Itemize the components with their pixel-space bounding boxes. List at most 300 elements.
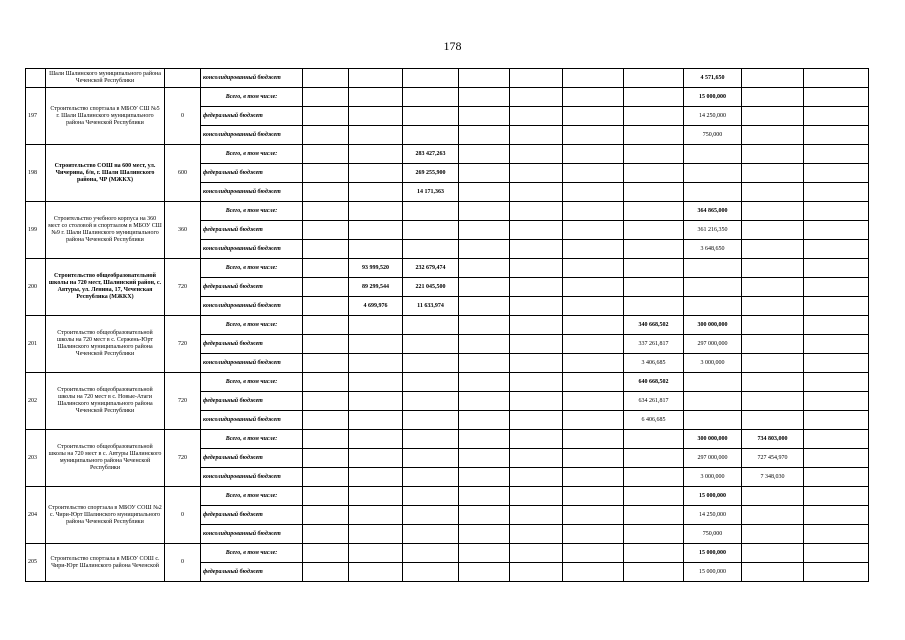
value-cell [804,164,869,183]
value-cell [624,202,684,221]
value-cell [510,544,563,563]
value-cell: 297 000,000 [684,449,742,468]
value-cell: 640 668,502 [624,373,684,392]
capacity-cell: 720 [165,259,201,316]
object-name: Строительство общеобразовательной школы на 720 мест в с. Сержень-Юрт Шалинского муниципального района Чеченской Республики [46,316,165,373]
value-cell [624,221,684,240]
object-name: Строительство спортзала в МБОУ СШ №5 г. Шали Шалинского муниципального района Чеченской Республики [46,88,165,145]
row-number: 201 [26,316,46,373]
value-cell [303,69,349,88]
value-cell [563,202,624,221]
value-cell [459,316,510,335]
value-cell: 364 865,000 [684,202,742,221]
value-cell [742,525,804,544]
value-cell [510,411,563,430]
value-cell [303,164,349,183]
value-cell [349,373,403,392]
value-cell [804,183,869,202]
value-cell: 11 633,974 [403,297,459,316]
budget-label: федеральный бюджет [201,278,303,297]
value-cell [349,164,403,183]
value-cell [403,69,459,88]
value-cell: 283 427,263 [403,145,459,164]
value-cell [742,202,804,221]
value-cell [563,164,624,183]
object-name: Строительство учебного корпуса на 360 мест со столовой и спортзалом в МБОУ СШ №9 г. Шали Шалинского муниципального района Чеченской Республики [46,202,165,259]
value-cell [624,544,684,563]
table-row [26,316,869,335]
value-cell [510,373,563,392]
budget-label: консолидированный бюджет [201,525,303,544]
row-number: 203 [26,430,46,487]
value-cell [804,278,869,297]
value-cell: 14 171,363 [403,183,459,202]
value-cell [349,69,403,88]
value-cell [303,430,349,449]
budget-label: федеральный бюджет [201,506,303,525]
value-cell [742,164,804,183]
row-number: 200 [26,259,46,316]
value-cell [510,107,563,126]
value-cell: 269 255,900 [403,164,459,183]
value-cell: 337 261,817 [624,335,684,354]
value-cell [742,145,804,164]
value-cell [804,563,869,582]
value-cell [303,335,349,354]
budget-label: Всего, в том числе: [201,487,303,506]
value-cell [742,544,804,563]
value-cell [403,126,459,145]
value-cell [563,183,624,202]
value-cell [510,354,563,373]
value-cell [804,430,869,449]
capacity-cell: 600 [165,145,201,202]
value-cell [510,145,563,164]
value-cell [403,468,459,487]
value-cell [349,563,403,582]
value-cell [510,563,563,582]
value-cell [349,525,403,544]
value-cell [510,126,563,145]
budget-label: консолидированный бюджет [201,468,303,487]
value-cell: 89 299,544 [349,278,403,297]
value-cell [804,107,869,126]
value-cell [303,221,349,240]
table-row [26,259,869,278]
value-cell [403,430,459,449]
value-cell: 340 668,502 [624,316,684,335]
value-cell [563,373,624,392]
value-cell [563,411,624,430]
value-cell [459,126,510,145]
budget-label: федеральный бюджет [201,107,303,126]
value-cell [403,411,459,430]
value-cell [563,525,624,544]
value-cell [459,544,510,563]
value-cell [403,449,459,468]
value-cell [303,487,349,506]
value-cell [624,430,684,449]
object-name: Строительство спортзала в МБОУ СОШ №2 с. Чири-Юрт Шалинского муниципального района Чеченской Республики [46,487,165,544]
value-cell [563,449,624,468]
value-cell [804,487,869,506]
row-number: 205 [26,544,46,582]
budget-label: Всего, в том числе: [201,145,303,164]
value-cell [403,563,459,582]
value-cell [742,126,804,145]
value-cell [303,506,349,525]
value-cell [459,506,510,525]
value-cell [624,126,684,145]
value-cell [459,392,510,411]
value-cell [563,430,624,449]
value-cell [303,449,349,468]
value-cell [303,297,349,316]
budget-label: Всего, в том числе: [201,316,303,335]
capacity-cell: 360 [165,202,201,259]
value-cell [624,240,684,259]
value-cell [303,278,349,297]
budget-label: консолидированный бюджет [201,240,303,259]
value-cell [510,316,563,335]
budget-label: консолидированный бюджет [201,411,303,430]
value-cell: 750,000 [684,126,742,145]
value-cell [563,107,624,126]
value-cell: 3 000,000 [684,468,742,487]
value-cell [303,468,349,487]
capacity-cell: 0 [165,88,201,145]
value-cell [742,335,804,354]
value-cell [349,240,403,259]
value-cell: 6 406,685 [624,411,684,430]
value-cell [459,354,510,373]
value-cell [349,316,403,335]
value-cell [624,297,684,316]
object-name: Строительство общеобразовательной школы на 720 мест, Шалинский район, с. Автуры, ул. Ленина, 17, Чеченская Республика (МЖКХ) [46,259,165,316]
value-cell [303,202,349,221]
budget-label: федеральный бюджет [201,563,303,582]
value-cell [804,69,869,88]
value-cell [403,202,459,221]
value-cell [459,373,510,392]
value-cell [684,183,742,202]
budget-label: консолидированный бюджет [201,126,303,145]
value-cell [624,487,684,506]
value-cell: 14 250,000 [684,107,742,126]
row-number: 199 [26,202,46,259]
value-cell [459,202,510,221]
value-cell [459,430,510,449]
value-cell [349,468,403,487]
value-cell [804,335,869,354]
value-cell: 15 000,000 [684,88,742,107]
value-cell [742,506,804,525]
capacity-cell: 0 [165,487,201,544]
value-cell: 7 348,030 [742,468,804,487]
value-cell [349,221,403,240]
value-cell [804,525,869,544]
value-cell [403,392,459,411]
value-cell: 361 216,350 [684,221,742,240]
value-cell [349,354,403,373]
value-cell [563,316,624,335]
value-cell [459,411,510,430]
value-cell [624,449,684,468]
budget-label: федеральный бюджет [201,392,303,411]
value-cell [804,221,869,240]
value-cell [624,525,684,544]
value-cell [459,88,510,107]
capacity-cell: 720 [165,373,201,430]
row-number: 198 [26,145,46,202]
value-cell: 3 000,000 [684,354,742,373]
value-cell [349,449,403,468]
value-cell: 221 045,500 [403,278,459,297]
budget-label: консолидированный бюджет [201,354,303,373]
value-cell [303,88,349,107]
value-cell [563,145,624,164]
value-cell [303,240,349,259]
value-cell [403,354,459,373]
budget-label: консолидированный бюджет [201,183,303,202]
value-cell [684,259,742,278]
value-cell [804,392,869,411]
value-cell [563,392,624,411]
value-cell [303,107,349,126]
value-cell [349,126,403,145]
value-cell [624,259,684,278]
value-cell: 3 648,650 [684,240,742,259]
value-cell [303,544,349,563]
budget-label: Всего, в том числе: [201,259,303,278]
value-cell [624,278,684,297]
value-cell [804,411,869,430]
object-name: Строительство общеобразовательной школы на 720 мест в с. Автуры Шалинского муниципального района Чеченской Республики [46,430,165,487]
value-cell: 232 679,474 [403,259,459,278]
table-row [26,373,869,392]
value-cell [459,297,510,316]
value-cell: 15 000,000 [684,563,742,582]
value-cell [684,411,742,430]
value-cell [303,411,349,430]
value-cell [459,335,510,354]
value-cell [742,354,804,373]
value-cell: 750,000 [684,525,742,544]
value-cell [510,69,563,88]
object-name: Строительство общеобразовательной школы на 720 мест в с. Новые-Атаги Шалинского муниципального района Чеченской Республики [46,373,165,430]
value-cell [459,240,510,259]
value-cell [303,126,349,145]
value-cell [349,88,403,107]
value-cell [459,468,510,487]
value-cell [804,202,869,221]
value-cell [510,278,563,297]
value-cell [624,506,684,525]
value-cell [563,506,624,525]
value-cell [403,544,459,563]
object-name: Строительство СОШ на 600 мест, ул. Чичерина, б/н, г. Шали Шалинского района, ЧР (МЖКХ) [46,145,165,202]
capacity-cell [165,69,201,88]
value-cell [624,183,684,202]
value-cell [459,183,510,202]
value-cell [349,544,403,563]
value-cell [684,297,742,316]
value-cell [563,335,624,354]
value-cell [459,145,510,164]
value-cell [510,525,563,544]
object-name: Шали Шалинского муниципального района Чеченской Республики [46,69,165,88]
value-cell [303,145,349,164]
value-cell [742,107,804,126]
value-cell [303,316,349,335]
budget-label: федеральный бюджет [201,221,303,240]
value-cell [459,69,510,88]
value-cell [459,487,510,506]
budget-table [25,68,869,582]
value-cell [742,373,804,392]
value-cell [742,392,804,411]
value-cell [804,88,869,107]
value-cell [804,544,869,563]
value-cell [742,88,804,107]
value-cell [742,69,804,88]
budget-label: консолидированный бюджет [201,69,303,88]
value-cell [403,525,459,544]
value-cell [563,240,624,259]
value-cell [624,107,684,126]
table-row [26,202,869,221]
value-cell [459,563,510,582]
value-cell [742,411,804,430]
value-cell [624,468,684,487]
value-cell: 300 000,000 [684,430,742,449]
value-cell [804,354,869,373]
value-cell [742,221,804,240]
value-cell [742,240,804,259]
value-cell [742,259,804,278]
value-cell [563,544,624,563]
value-cell: 3 406,685 [624,354,684,373]
table-row [26,544,869,563]
value-cell [804,449,869,468]
value-cell: 297 000,000 [684,335,742,354]
budget-label: Всего, в том числе: [201,544,303,563]
value-cell: 634 261,817 [624,392,684,411]
value-cell [403,335,459,354]
value-cell [510,221,563,240]
value-cell [563,468,624,487]
capacity-cell: 0 [165,544,201,582]
value-cell [459,164,510,183]
row-number: 202 [26,373,46,430]
value-cell [510,487,563,506]
value-cell [684,145,742,164]
value-cell [510,202,563,221]
value-cell [742,487,804,506]
row-number: 204 [26,487,46,544]
value-cell: 93 999,520 [349,259,403,278]
value-cell [349,107,403,126]
value-cell: 14 250,000 [684,506,742,525]
value-cell [303,259,349,278]
value-cell [349,430,403,449]
value-cell [403,221,459,240]
table-row [26,88,869,107]
value-cell [349,506,403,525]
capacity-cell: 720 [165,430,201,487]
budget-label: Всего, в том числе: [201,88,303,107]
value-cell [510,449,563,468]
value-cell [349,183,403,202]
value-cell [684,392,742,411]
budget-label: Всего, в том числе: [201,373,303,392]
value-cell: 4 571,650 [684,69,742,88]
page-number: 178 [443,39,462,53]
value-cell [403,487,459,506]
value-cell [684,373,742,392]
budget-label: консолидированный бюджет [201,297,303,316]
value-cell [459,107,510,126]
value-cell [804,126,869,145]
value-cell [624,69,684,88]
value-cell [303,373,349,392]
value-cell [563,69,624,88]
value-cell [804,259,869,278]
value-cell [742,278,804,297]
value-cell [624,563,684,582]
value-cell [804,468,869,487]
capacity-cell: 720 [165,316,201,373]
value-cell [459,259,510,278]
value-cell [563,278,624,297]
value-cell [742,563,804,582]
value-cell [804,506,869,525]
value-cell [624,88,684,107]
value-cell [403,506,459,525]
value-cell [349,487,403,506]
table-row [26,69,869,88]
value-cell [563,297,624,316]
value-cell [510,392,563,411]
value-cell [563,126,624,145]
value-cell [742,316,804,335]
value-cell [510,88,563,107]
value-cell: 300 000,000 [684,316,742,335]
value-cell [459,525,510,544]
value-cell [403,240,459,259]
value-cell [624,145,684,164]
value-cell [349,335,403,354]
value-cell [349,392,403,411]
value-cell [459,278,510,297]
value-cell [303,392,349,411]
value-cell [510,506,563,525]
value-cell [303,354,349,373]
value-cell [804,145,869,164]
value-cell [510,240,563,259]
value-cell: 734 803,000 [742,430,804,449]
budget-label: Всего, в том числе: [201,430,303,449]
value-cell [510,335,563,354]
value-cell [684,164,742,183]
value-cell [563,487,624,506]
value-cell: 4 699,976 [349,297,403,316]
budget-label: федеральный бюджет [201,335,303,354]
value-cell [510,259,563,278]
value-cell [459,221,510,240]
value-cell [403,107,459,126]
value-cell [563,563,624,582]
